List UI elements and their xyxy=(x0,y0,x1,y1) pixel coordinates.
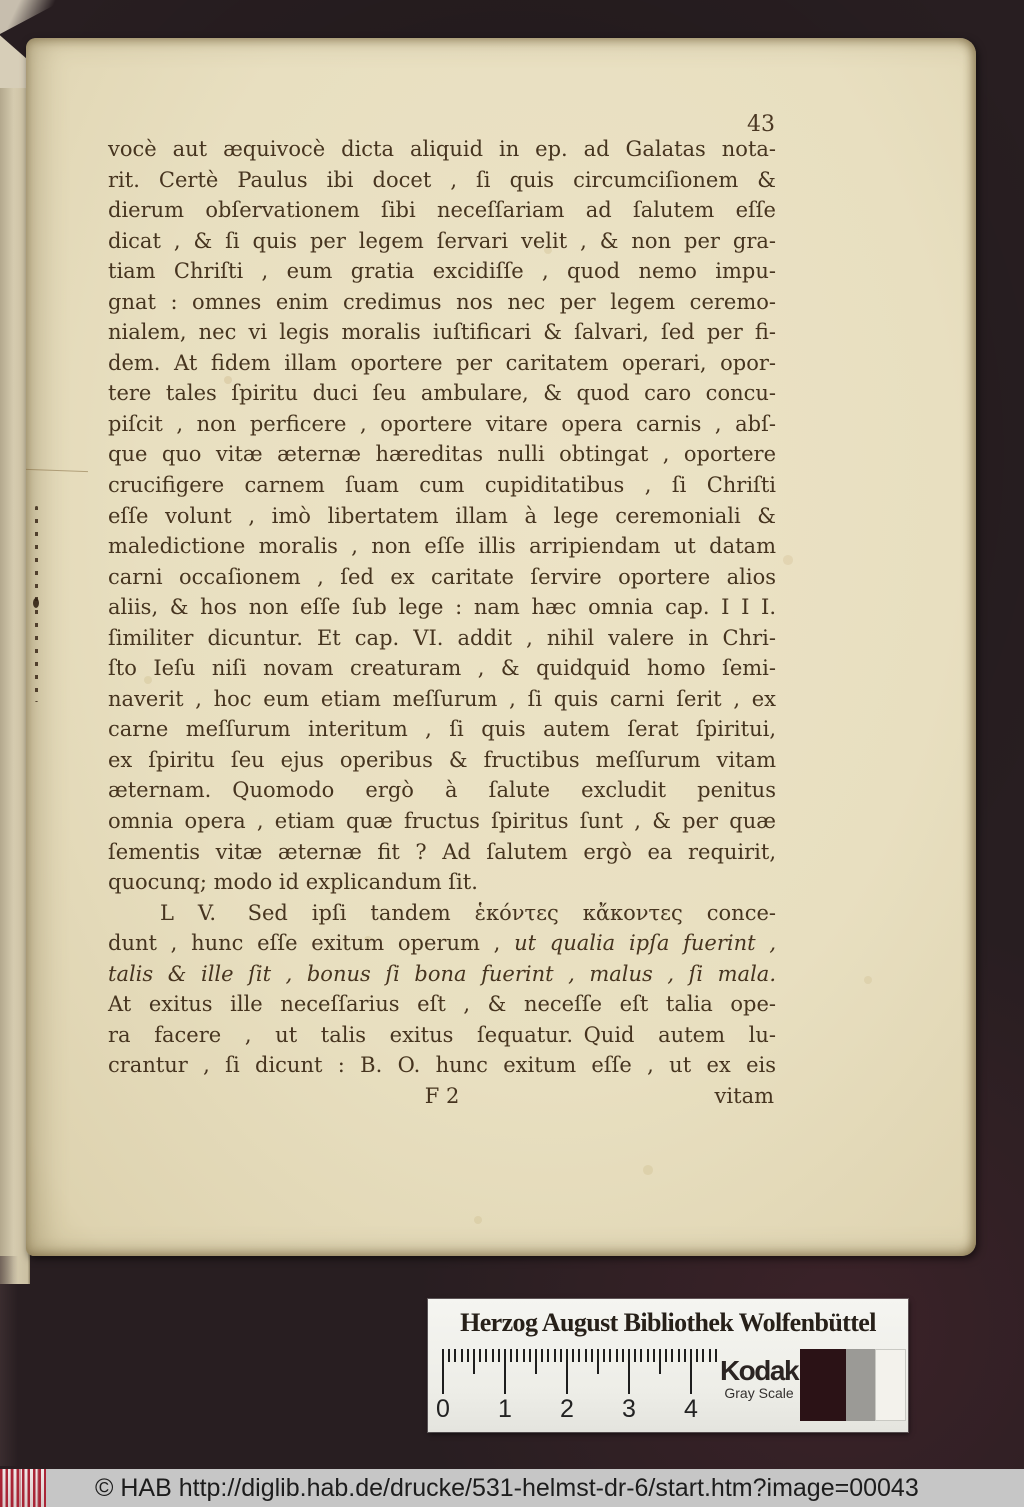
gutter-ink-blob xyxy=(33,598,39,608)
ruler-number: 0 xyxy=(436,1395,450,1423)
ruler-number: 3 xyxy=(622,1395,636,1423)
library-name: Herzog August Bibliothek Wolfenbüttel xyxy=(460,1308,876,1337)
ruler-tick xyxy=(591,1349,593,1362)
book-spine-shadow xyxy=(0,1256,18,1466)
ruler-tick xyxy=(448,1349,450,1362)
ruler-tick xyxy=(473,1349,475,1374)
ruler-tick xyxy=(659,1349,661,1374)
text-line: dicat , & ſi quis per legem ſervari velit , & non per gra- xyxy=(108,228,776,253)
ruler-tick xyxy=(665,1349,667,1362)
text-line: vocè aut æquivocè dicta aliquid in ep. ad Galatas nota- xyxy=(108,137,776,161)
text-line: eſſe volunt , imò libertatem illam à lege ceremoniali & xyxy=(108,503,776,528)
ruler-tick xyxy=(690,1349,692,1394)
text-line: rit. Certè Paulus ibi docet , ſi quis circumciſionem & xyxy=(108,167,776,192)
ruler-tick xyxy=(442,1349,444,1394)
ruler-number: 4 xyxy=(684,1395,698,1423)
copyright-bar xyxy=(0,1469,1024,1507)
ruler-tick xyxy=(454,1349,456,1362)
text-line: tiam Chriſti , eum gratia excidiſſe , quod nemo impu- xyxy=(108,259,776,284)
page-number: 43 xyxy=(747,112,775,137)
text-line: talis & ille ſit , bonus ſi bona fuerint , malus , ſi mala. xyxy=(108,961,776,986)
ruler-tick xyxy=(461,1349,463,1362)
text-line: que quo vitæ æternæ hæreditas nulli obtingat , oportere xyxy=(108,442,776,467)
ruler-tick xyxy=(560,1349,562,1362)
ruler-tick xyxy=(554,1349,556,1362)
ruler-tick xyxy=(684,1349,686,1362)
ruler-tick xyxy=(504,1349,506,1394)
paper-foxing-spots xyxy=(26,38,30,42)
text-line: omnia opera , etiam quæ fructus ſpiritus ſunt , & per quæ xyxy=(108,809,776,834)
ruler-tick xyxy=(541,1349,543,1362)
ruler-tick xyxy=(467,1349,469,1362)
text-line: dunt , hunc eſſe exitum operum , ut qualia ipſa fuerint , xyxy=(108,931,776,956)
ruler-tick xyxy=(479,1349,481,1362)
text-line: At exitus ille neceſſarius eſt , & neceſſe eſt talia ope- xyxy=(108,992,776,1017)
text-line: L V. Sed ipſi tandem ἑκόντες κἄκοντες conce- xyxy=(160,900,776,925)
signature-mark: F 2 xyxy=(424,1083,460,1108)
paper-crease xyxy=(26,469,88,472)
gray-scale-text: Gray Scale xyxy=(724,1385,794,1401)
ruler-tick xyxy=(709,1349,711,1362)
copyright-url-text: © HAB http://diglib.hab.de/drucke/531-helmst-dr-6/start.htm?image=00043 xyxy=(95,1474,919,1502)
text-line: carni occaſionem , ſed ex caritate ſervire oportere alios xyxy=(108,564,776,589)
ruler-tick xyxy=(597,1349,599,1374)
text-line: ex ſpiritu ſeu ejus operibus & fructibus meſſurum vitam xyxy=(108,747,776,772)
body-text xyxy=(108,134,776,1112)
ruler-tick xyxy=(696,1349,698,1362)
text-line: maledictione moralis , non eſſe illis arripiendam ut datam xyxy=(108,534,776,559)
text-line: crantur , ſi dicunt : B. O. hunc exitum eſſe , ut ex eis xyxy=(108,1053,776,1078)
text-line: dierum obſervationem ſibi neceſſariam ad ſalutem eſſe xyxy=(108,198,776,223)
ruler-number: 2 xyxy=(560,1395,574,1423)
patch-white xyxy=(875,1349,906,1421)
ruler-tick xyxy=(529,1349,531,1362)
ruler-tick xyxy=(616,1349,618,1362)
text-line: carne meſſurum interitum , ſi quis autem ſerat ſpiritui, xyxy=(108,717,776,742)
text-line: ra facere , ut talis exitus ſequatur. Quid autem lu- xyxy=(108,1022,776,1047)
ruler-tick xyxy=(603,1349,605,1362)
text-line: gnat : omnes enim credimus nos nec per legem ceremo- xyxy=(108,289,776,314)
text-line xyxy=(108,1081,776,1112)
ruler-tick xyxy=(640,1349,642,1362)
text-line: ſementis vitæ æternæ fit ? Ad ſalutem ergò ea requirit, xyxy=(108,839,776,864)
scanner-corner-board xyxy=(0,0,64,34)
text-line: æternam. Quomodo ergò à ſalute excludit penitus xyxy=(108,778,776,803)
library-label-card xyxy=(428,1299,908,1432)
ruler-tick xyxy=(628,1349,630,1394)
text-line: nialem, nec vi legis moralis iuſtificari & ſalvari, ſed per fi- xyxy=(108,320,776,345)
ruler-tick xyxy=(702,1349,704,1362)
kodak-logo: Kodak xyxy=(719,1355,799,1386)
catchword: vitam xyxy=(714,1083,774,1108)
text-line: ſto Ieſu niſi novam creaturam , & quidquid homo ſemi- xyxy=(108,656,776,681)
ruler-tick xyxy=(609,1349,611,1362)
ruler-numbers xyxy=(436,1395,718,1425)
ruler-tick xyxy=(566,1349,568,1394)
text-line: crucifigere carnem ſuam cum cupiditatibus , ſi Chriſti xyxy=(108,473,776,498)
ruler-tick xyxy=(510,1349,512,1362)
ruler-tick xyxy=(485,1349,487,1362)
ruler-tick xyxy=(498,1349,500,1362)
ruler-tick xyxy=(647,1349,649,1362)
ruler-number: 1 xyxy=(498,1395,512,1423)
text-line: aliis, & hos non eſſe ſub lege : nam hæc omnia cap. I I I. xyxy=(108,595,776,620)
patch-dark xyxy=(800,1349,846,1421)
book-page xyxy=(26,38,976,1256)
text-line: piſcit , non perficere , oportere vitare opera carnis , abſ- xyxy=(108,411,776,436)
ruler-tick xyxy=(585,1349,587,1362)
ruler-ticks xyxy=(442,1349,718,1395)
ruler-tick xyxy=(492,1349,494,1362)
ruler-tick xyxy=(622,1349,624,1362)
ruler-tick xyxy=(516,1349,518,1362)
ruler-tick xyxy=(634,1349,636,1362)
text-line: quocunq; modo id explicandum ſit. xyxy=(108,870,478,895)
ruler-tick xyxy=(678,1349,680,1362)
ruler-tick xyxy=(547,1349,549,1362)
ruler-tick xyxy=(671,1349,673,1362)
text-line: ſimiliter dicuntur. Et cap. VI. addit , nihil valere in Chri- xyxy=(108,625,776,650)
ruler-tick xyxy=(535,1349,537,1374)
ruler-tick xyxy=(572,1349,574,1362)
gray-scale-patches xyxy=(800,1349,906,1421)
ruler-tick xyxy=(578,1349,580,1362)
text-line: dem. At fidem illam oportere per caritatem operari, opor- xyxy=(108,350,776,375)
ruler-tick xyxy=(653,1349,655,1362)
patch-mid-gray xyxy=(846,1349,875,1421)
ruler-tick xyxy=(523,1349,525,1362)
hab-stripes-logo xyxy=(0,1469,46,1507)
text-line: naverit , hoc eum etiam meſſurum , ſi quis carni ſerit , ex xyxy=(108,686,776,711)
text-line: tere tales ſpiritu duci ſeu ambulare, & quod caro concu- xyxy=(108,381,776,406)
kodak-gray-scale-label xyxy=(716,1357,802,1402)
